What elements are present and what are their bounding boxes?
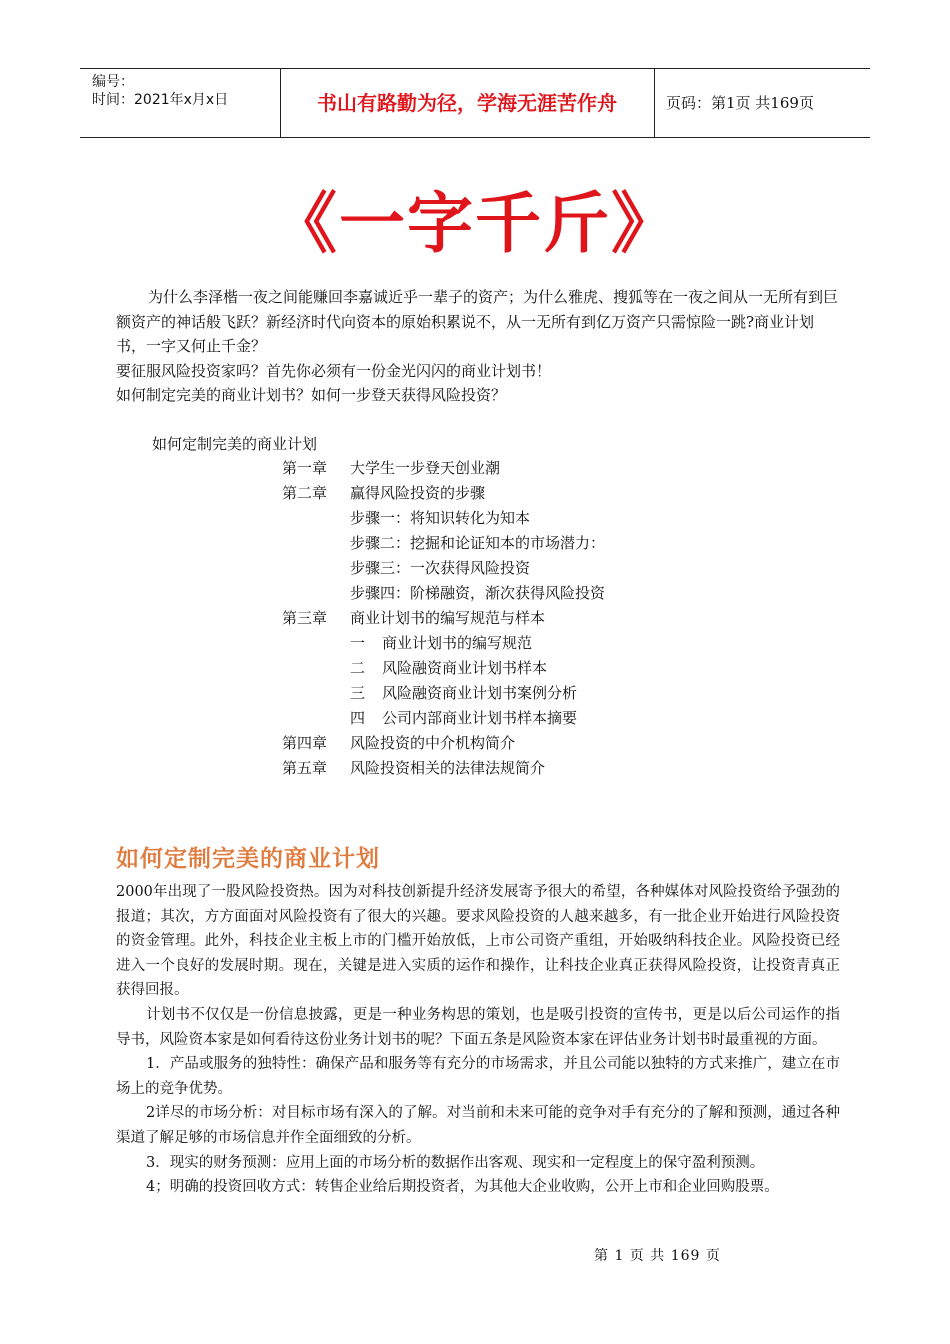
body-paragraph: 1．产品或服务的独特性：确保产品和服务等有充分的市场需求，并且公司能以独特的方式来推广，建立在市场上的竞争优势。 (116, 1056, 840, 1097)
toc-subitem-number: 一 (350, 634, 366, 652)
toc-step: 步骤三：一次获得风险投资 (350, 559, 531, 577)
toc-step: 步骤一：将知识转化为知本 (350, 509, 531, 527)
toc-subitem (350, 681, 577, 706)
page-header (80, 68, 870, 138)
toc-subitem (350, 631, 532, 656)
time-label: 时间：2021年x月x日 (92, 92, 229, 108)
header-motto: 书山有路勤为径，学海无涯苦作舟 (280, 69, 655, 137)
toc-chapter-number: 第四章 (282, 734, 328, 752)
toc-chapter-title: 风险投资相关的法律法规简介 (350, 759, 546, 777)
section-body (116, 880, 840, 1200)
body-paragraph: 4；明确的投资回收方式：转售企业给后期投资者，为其他大企业收购，公开上市和企业回购股票。 (146, 1179, 779, 1196)
intro-paragraph: 要征服风险投资家吗？首先你必须有一份金光闪闪的商业计划书！ (116, 361, 552, 380)
toc-subitem (350, 706, 577, 731)
header-meta-cell (80, 69, 281, 137)
toc-subitem (350, 656, 547, 681)
toc-chapter-number: 第一章 (282, 459, 328, 477)
body-paragraph: 计划书不仅仅是一份信息披露，更是一种业务构思的策划，也是吸引投资的宣传书，更是以后公司运作的指导书，风险资本家是如何看待这份业务计划书的呢？下面五条是风险资本家在评估业务计划书时最重视的方面。 (116, 1006, 840, 1048)
toc-title: 如何定制完美的商业计划 (152, 435, 318, 453)
document-title: 《一字千斤》 (271, 185, 679, 262)
toc-subitem-number: 四 (350, 709, 366, 727)
body-paragraph: 3．现实的财务预测：应用上面的市场分析的数据作出客观、现实和一定程度上的保守盈利预测。 (146, 1154, 765, 1171)
toc-chapter (282, 606, 545, 631)
page-footer: 第 1 页 共 169 页 (594, 1248, 721, 1264)
toc-subitem-title: 公司内部商业计划书样本摘要 (382, 709, 578, 727)
toc-chapter-number: 第三章 (282, 609, 328, 627)
toc-chapter (282, 456, 500, 481)
toc-chapter-title: 商业计划书的编写规范与样本 (350, 609, 546, 627)
toc-subitem-title: 商业计划书的编写规范 (382, 634, 533, 652)
intro-paragraph: 如何制定完美的商业计划书？如何一步登天获得风险投资？ (116, 386, 507, 405)
toc-subitem-number: 二 (350, 659, 366, 677)
toc-chapter (282, 481, 485, 506)
serial-label: 编号： (92, 74, 134, 90)
body-paragraph: 2000年出现了一股风险投资热。因为对科技创新提升经济发展寄予很大的希望，各种媒体对风险投资给予强劲的报道；其次，方方面面对风险投资有了很大的兴趣。要求风险投资的人越来越多，有一批企业开始进行风险投资的资金管理。此外，科技企业主板上市的门槛开始放低，上市公司资产重组，开始吸纳科技企业。风险投资已经进入一个良好的发展时期。现在，关键是进入实质的运作和操作，让科技企业真正获得风险投资，让投资青真正获得回报。 (116, 884, 840, 999)
toc-chapter-title: 风险投资的中介机构简介 (350, 734, 516, 752)
toc-chapter-title: 赢得风险投资的步骤 (350, 484, 486, 502)
toc-chapter-number: 第二章 (282, 484, 328, 502)
toc-subitem-title: 风险融资商业计划书案例分析 (382, 684, 578, 702)
toc-step: 步骤四：阶梯融资，渐次获得风险投资 (350, 584, 606, 602)
toc-chapter-title: 大学生一步登天创业潮 (350, 459, 501, 477)
toc-subitem-number: 三 (350, 684, 366, 702)
toc-subitem-title: 风险融资商业计划书样本 (382, 659, 548, 677)
toc-step: 步骤二：挖掘和论证知本的市场潜力： (350, 534, 606, 552)
header-page-info: 页码：第1页 共169页 (666, 94, 814, 112)
toc-chapter (282, 731, 515, 756)
section-heading: 如何定制完美的商业计划 (116, 846, 380, 872)
toc-chapter (282, 756, 545, 781)
intro-block (116, 285, 840, 408)
toc-chapter-number: 第五章 (282, 759, 328, 777)
body-paragraph: 2详尽的市场分析：对目标市场有深入的了解。对当前和未来可能的竞争对手有充分的了解和预测，通过各种渠道了解足够的市场信息并作全面细致的分析。 (116, 1105, 840, 1146)
intro-paragraph: 为什么李泽楷一夜之间能赚回李嘉诚近乎一辈子的资产；为什么雅虎、搜狐等在一夜之间从一无所有到巨额资产的神话般飞跃？新经济时代向资本的原始积累说不，从一无所有到亿万资产只需惊险一跳?商业计划书，一字又何止千金？ (116, 288, 839, 356)
